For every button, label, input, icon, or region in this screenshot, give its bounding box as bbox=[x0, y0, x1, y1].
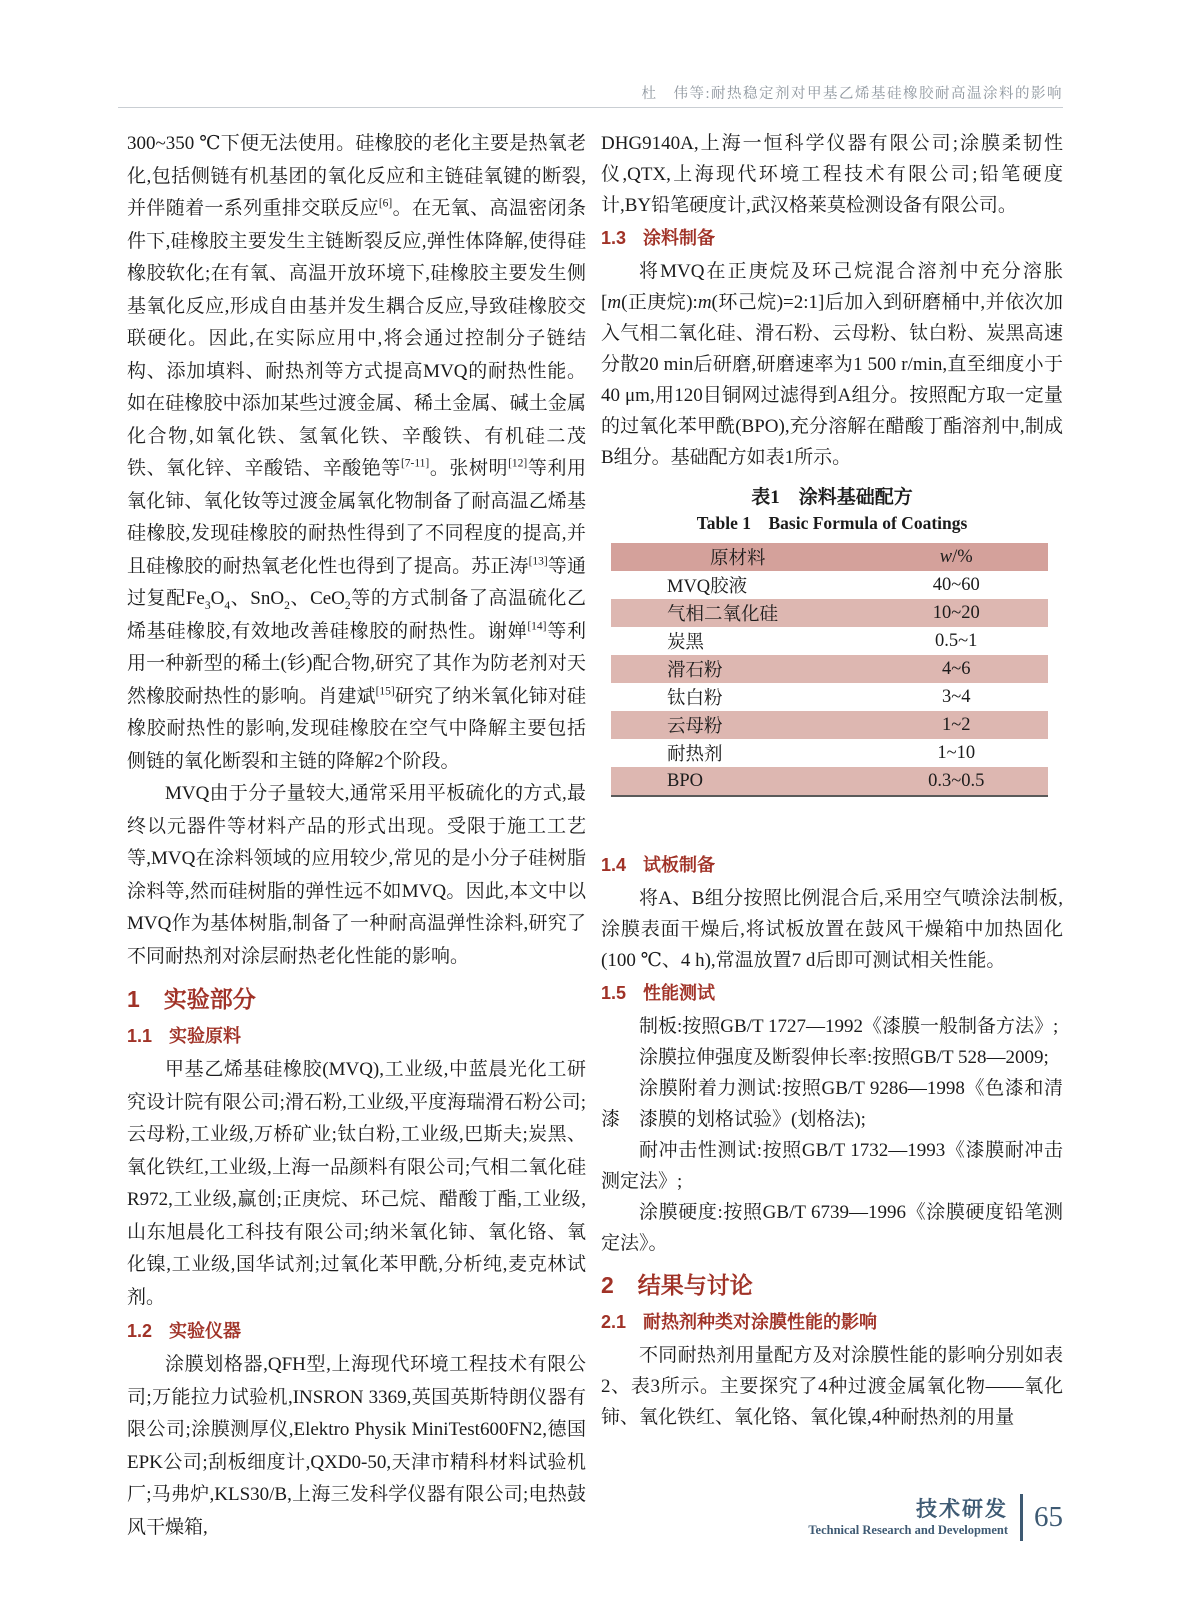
page-footer bbox=[808, 1494, 1063, 1541]
value-cell: 1~10 bbox=[937, 742, 976, 763]
material-cell: 钛白粉 bbox=[667, 689, 723, 709]
section-heading-1-2 bbox=[127, 1317, 586, 1345]
section-heading-2 bbox=[601, 1268, 1063, 1302]
footer-section-label-en: Technical Research and Development bbox=[808, 1522, 1008, 1537]
section-number: 1 bbox=[127, 986, 140, 1012]
table-row bbox=[611, 739, 1048, 767]
section-title: 实验部分 bbox=[163, 986, 256, 1012]
formula-table bbox=[611, 543, 1048, 797]
section-heading-1-5 bbox=[601, 979, 1063, 1007]
section-title: 实验原料 bbox=[169, 1026, 242, 1046]
section-title: 耐热剂种类对涂膜性能的影响 bbox=[643, 1312, 878, 1332]
footer-divider-bar bbox=[1020, 1494, 1023, 1541]
table-1-block bbox=[601, 485, 1063, 797]
value-cell: 3~4 bbox=[941, 686, 971, 707]
section-number: 1.5 bbox=[601, 983, 627, 1003]
section-number: 1.3 bbox=[601, 228, 627, 248]
paragraph-coating-preparation: 将MVQ在正庚烷及环己烷混合溶剂中充分溶胀[m(正庚烷):m(环己烷)=2:1]后加入到研磨桶中,并依次加入气相二氧化硅、滑石粉、云母粉、钛白粉、炭黑高速分散20 min后研磨,研磨速率为1 500 r/min,直至细度小于40 μm,用120目铜网过滤得到A组分。按照配方取一定量的过氧化苯甲酰(BPO),充分溶解在醋酸丁酯溶剂中,制成B组分。基础配方如表1所示。 bbox=[601, 261, 1063, 468]
paragraph-mvq: MVQ由于分子量较大,通常采用平板硫化的方式,最终以元器件等材料产品的形式出现。受限于施工工艺等,MVQ在涂料领域的应用较少,常见的是小分子硅树脂涂料等,然而硅树脂的弹性远不如MVQ。因此,本文中以MVQ作为基体树脂,制备了一种耐高温弹性涂料,研究了不同耐热剂对涂层耐热老化性能的影响。 bbox=[127, 783, 586, 967]
formula-table-body bbox=[611, 571, 1048, 796]
section-number: 1.2 bbox=[127, 1321, 153, 1341]
value-cell: 4~6 bbox=[864, 655, 1048, 683]
table-row bbox=[611, 767, 1048, 796]
column-right bbox=[601, 128, 1063, 1433]
value-cell: 10~20 bbox=[864, 599, 1048, 627]
paragraph-instruments: 涂膜划格器,QFH型,上海现代环境工程技术有限公司;万能拉力试验机,INSRON 3369,英国英斯特朗仪器有限公司;涂膜测厚仪,Elektro Physik MiniTest600FN2,德国EPK公司;刮板细度计,QXD0-50,天津市精科材料试验机厂;马弗炉,KLS30/B,上海三发科学仪器有限公司;电热鼓风干燥箱, bbox=[127, 1354, 586, 1538]
table-caption-en: Table 1 Basic Formula of Coatings bbox=[696, 513, 968, 533]
section-number: 2 bbox=[601, 1272, 614, 1298]
paragraph-continued: DHG9140A,上海一恒科学仪器有限公司;涂膜柔韧性仪,QTX,上海现代环境工程技术有限公司;铅笔硬度计,BY铅笔硬度计,武汉格莱莫检测设备有限公司。 bbox=[601, 133, 1063, 216]
section-heading-1-1 bbox=[127, 1022, 586, 1050]
paragraph-test-1: 制板:按照GB/T 1727—1992《漆膜一般制备方法》; bbox=[639, 1016, 1059, 1037]
value-cell: 0.5~1 bbox=[935, 630, 978, 651]
paragraph-intro: 300~350 ℃下便无法使用。硅橡胶的老化主要是热氧老化,包括侧链有机基团的氧化反应和主链硅氧键的断裂,并伴随着一系列重排交联反应[6]。在无氧、高温密闭条件下,硅橡胶主要发生主链断裂反应,弹性体降解,使得硅橡胶软化;在有氧、高温开放环境下,硅橡胶主要发生侧基氧化反应,形成自由基并发生耦合反应,导致硅橡胶交联硬化。因此,在实际应用中,将会通过控制分子链结构、添加填料、耐热剂等方式提高MVQ的耐热性能。如在硅橡胶中添加某些过渡金属、稀土金属、碱土金属化合物,如氧化铁、氢氧化铁、辛酸铁、有机硅二茂铁、氧化锌、辛酸锆、辛酸铯等[7-11]。张树明[12]等利用氧化铈、氧化钕等过渡金属氧化物制备了耐高温乙烯基硅橡胶,发现硅橡胶的耐热性得到了不同程度的提高,并且硅橡胶的耐热氧老化性也得到了提高。苏正涛[13]等通过复配$Fe_3O_4$、SnO$_2$、CeO$_2$等的方式制备了高温硫化乙烯基硅橡胶,有效地改善硅橡胶的耐热性。谢婵[14]等利用一种新型的稀土(钐)配合物,研究了其作为防老剂对天然橡胶耐热性的影响。肖建斌[15]研究了纳米氧化铈对硅橡胶耐热性的影响,发现硅橡胶在空气中降解主要包括侧链的氧化断裂和主链的降解2个阶段。 bbox=[127, 133, 586, 772]
value-cell: 1~2 bbox=[864, 711, 1048, 739]
material-cell: BPO bbox=[611, 767, 864, 796]
paragraph-test-5: 涂膜硬度:按照GB/T 6739—1996《涂膜硬度铅笔测定法》。 bbox=[601, 1202, 1063, 1254]
section-heading-1-3 bbox=[601, 224, 1063, 252]
section-title: 试板制备 bbox=[643, 855, 716, 875]
section-number: 1.4 bbox=[601, 855, 627, 875]
table-caption-zh: 表1 涂料基础配方 bbox=[751, 487, 913, 508]
footer-section-label-zh: 技术研发 bbox=[916, 1497, 1008, 1521]
paragraph-test-3: 涂膜附着力测试:按照GB/T 9286—1998《色漆和清漆 漆膜的划格试验》(划格法); bbox=[601, 1078, 1063, 1130]
paragraph-results: 不同耐热剂用量配方及对涂膜性能的影响分别如表2、表3所示。主要探究了4种过渡金属氧化物——氧化铈、氧化铁红、氧化铬、氧化镍,4种耐热剂的用量 bbox=[601, 1345, 1063, 1428]
section-number: 1.1 bbox=[127, 1026, 153, 1046]
table-row bbox=[611, 711, 1048, 739]
value-cell: 0.3~0.5 bbox=[864, 767, 1048, 796]
section-heading-1 bbox=[127, 982, 586, 1016]
table-row bbox=[611, 599, 1048, 627]
material-cell: 气相二氧化硅 bbox=[611, 599, 864, 627]
column-left bbox=[127, 128, 586, 1544]
value-cell: 40~60 bbox=[932, 574, 980, 595]
formula-table-head bbox=[611, 543, 1048, 571]
running-head: 杜 伟等:耐热稳定剂对甲基乙烯基硅橡胶耐高温涂料的影响 bbox=[641, 86, 1063, 102]
paragraph-materials: 甲基乙烯基硅橡胶(MVQ),工业级,中蓝晨光化工研究设计院有限公司;滑石粉,工业级,平度海瑞滑石粉公司;云母粉,工业级,万桥矿业;钛白粉,工业级,巴斯夫;炭黑、氧化铁红,工业级,上海一品颜料有限公司;气相二氧化硅R972,工业级,赢创;正庚烷、环己烷、醋酸丁酯,工业级,山东旭晨化工科技有限公司;纳米氧化铈、氧化铬、氧化镍,工业级,国华试剂;过氧化苯甲酰,分析纯,麦克林试剂。 bbox=[127, 1059, 586, 1308]
section-title: 结果与讨论 bbox=[637, 1272, 753, 1298]
column-header-material: 原材料 bbox=[611, 543, 864, 571]
section-title: 涂料制备 bbox=[643, 228, 716, 248]
material-cell: 云母粉 bbox=[611, 711, 864, 739]
table-row bbox=[611, 683, 1048, 711]
column-header-fraction: w/% bbox=[864, 543, 1048, 571]
paragraph-test-2: 涂膜拉伸强度及断裂伸长率:按照GB/T 528—2009; bbox=[639, 1047, 1049, 1068]
table-row bbox=[611, 655, 1048, 683]
material-cell: 炭黑 bbox=[667, 633, 705, 653]
section-title: 性能测试 bbox=[643, 983, 716, 1003]
footer-section-labels bbox=[808, 1497, 1008, 1539]
page-number: 65 bbox=[1034, 1501, 1063, 1533]
section-title: 实验仪器 bbox=[169, 1321, 242, 1341]
paragraph-panel-preparation: 将A、B组分按照比例混合后,采用空气喷涂法制板,涂膜表面干燥后,将试板放置在鼓风干燥箱中加热固化(100 ℃、4 h),常温放置7 d后即可测试相关性能。 bbox=[601, 888, 1063, 971]
section-number: 2.1 bbox=[601, 1312, 627, 1332]
material-cell: 滑石粉 bbox=[611, 655, 864, 683]
table-row bbox=[611, 571, 1048, 599]
section-heading-2-1 bbox=[601, 1308, 1063, 1336]
material-cell: 耐热剂 bbox=[667, 745, 723, 765]
header-rule bbox=[118, 107, 1063, 108]
material-cell: MVQ胶液 bbox=[667, 577, 748, 597]
section-heading-1-4 bbox=[601, 851, 1063, 879]
paragraph-test-4: 耐冲击性测试:按照GB/T 1732—1993《漆膜耐冲击测定法》; bbox=[601, 1140, 1063, 1192]
table-header-row bbox=[611, 543, 1048, 571]
table-row bbox=[611, 627, 1048, 655]
